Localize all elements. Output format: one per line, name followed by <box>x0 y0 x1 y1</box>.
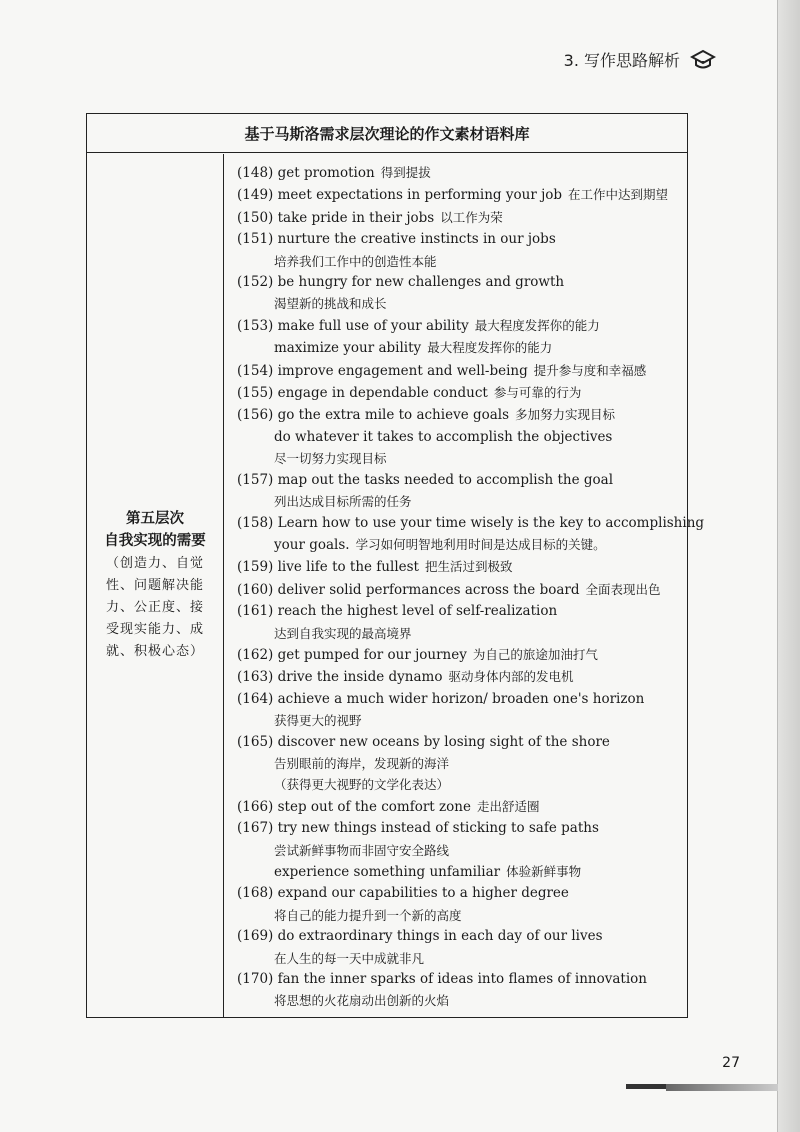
entry-english-alt: maximize your ability <box>274 340 422 357</box>
entry-number: (159) <box>237 559 274 576</box>
entry-english-line <box>237 861 681 883</box>
entry-english: deliver solid performances across the board <box>277 581 580 598</box>
corpus-entry <box>237 601 681 622</box>
entry-english: nurture the creative instincts in our jobs <box>277 231 556 248</box>
entry-chinese: 为自己的旅途加油打气 <box>472 646 598 662</box>
entry-english: engage in dependable conduct <box>277 385 488 402</box>
entry-english: do extraordinary things in each day of our lives <box>277 928 603 945</box>
footer-decoration <box>626 1082 778 1094</box>
entry-chinese: 参与可靠的行为 <box>493 385 582 401</box>
entry-chinese: 多加努力实现目标 <box>515 407 616 423</box>
graduation-cap-icon <box>690 49 716 71</box>
entry-chinese: 以工作为荣 <box>440 209 503 225</box>
table-title: 基于马斯洛需求层次理论的作文素材语料库 <box>87 114 687 153</box>
entry-english: Learn how to use your time wisely is the key to accomplishing <box>277 514 705 531</box>
corpus-entry <box>237 818 681 839</box>
entry-chinese-line: 获得更大的视野 <box>274 713 362 729</box>
page-number: 27 <box>722 1055 740 1071</box>
corpus-entry <box>237 796 681 818</box>
entry-chinese-alt: 体验新鲜事物 <box>506 864 582 879</box>
entry-english: map out the tasks needed to accomplish the goal <box>277 471 614 488</box>
entry-chinese-line: 告别眼前的海岸，发现新的海洋 <box>274 755 450 771</box>
corpus-entry <box>237 556 681 578</box>
entry-number: (165) <box>237 733 274 750</box>
entry-chinese-alt: 最大程度发挥你的能力 <box>427 340 553 356</box>
entry-number: (169) <box>237 928 274 945</box>
entry-number: (158) <box>237 514 274 531</box>
entry-chinese-line: 尝试新鲜事物而非固守安全路线 <box>274 842 450 858</box>
corpus-entry <box>237 470 681 491</box>
entry-english-line <box>237 534 681 556</box>
entry-chinese-alt: 学习如何明智地利用时间是达成目标的关键。 <box>355 536 606 552</box>
entry-english: achieve a much wider horizon/ broaden one's horizon <box>277 690 645 707</box>
entry-english: make full use of your ability <box>277 317 469 334</box>
entry-english: fan the inner sparks of ideas into flames of innovation <box>277 971 647 988</box>
corpus-entry <box>237 229 681 250</box>
corpus-entry <box>237 382 681 404</box>
entry-chinese: 得到提拔 <box>380 165 431 180</box>
entry-chinese-line: 将思想的火花扇动出创新的火焰 <box>274 993 450 1009</box>
entry-english: live life to the fullest <box>277 559 419 576</box>
corpus-entry <box>237 162 681 184</box>
section-header <box>564 48 716 71</box>
entry-number: (152) <box>237 274 274 291</box>
entry-number: (162) <box>237 646 274 663</box>
entry-english-alt: experience something unfamiliar <box>274 864 501 880</box>
entry-chinese: 走出舒适圈 <box>476 798 540 814</box>
corpus-entry <box>237 732 681 753</box>
entry-chinese-line: 渴望新的挑战和成长 <box>274 296 387 312</box>
corpus-entry <box>237 207 681 229</box>
entry-english-alt: do whatever it takes to accomplish the objectives <box>274 428 613 445</box>
entry-number: (170) <box>237 971 274 988</box>
entry-number: (163) <box>237 669 274 686</box>
entry-english: expand our capabilities to a higher degree <box>277 885 569 902</box>
entry-chinese-line: 培养我们工作中的创造性本能 <box>274 253 437 269</box>
corpus-entry <box>237 579 681 601</box>
entry-english: go the extra mile to achieve goals <box>277 407 510 424</box>
level-description: （创造力、自觉性、问题解决能力、公正度、接受现实能力、成就、积极心态） <box>105 556 204 659</box>
corpus-entry <box>237 360 681 382</box>
entry-chinese: 提升参与度和幸福感 <box>533 362 647 378</box>
entry-number: (161) <box>237 603 274 620</box>
entry-english: take pride in their jobs <box>277 209 435 226</box>
entry-english: step out of the comfort zone <box>277 798 471 815</box>
corpus-entry <box>237 184 681 206</box>
entry-english: get pumped for our journey <box>277 646 467 663</box>
level-cell <box>87 154 224 1017</box>
entry-number: (154) <box>237 362 274 379</box>
corpus-entry <box>237 513 705 534</box>
entry-english: be hungry for new challenges and growth <box>277 274 565 291</box>
entry-english-alt: your goals. <box>274 536 350 553</box>
corpus-entry <box>237 404 681 426</box>
level-subtitle: 自我实现的需要 <box>104 533 206 549</box>
entry-english: discover new oceans by losing sight of the shore <box>277 733 610 750</box>
corpus-entry <box>237 272 681 293</box>
corpus-entry <box>237 315 681 337</box>
entry-number: (168) <box>237 885 274 902</box>
entry-number: (164) <box>237 690 274 707</box>
page-edge <box>777 0 800 1132</box>
corpus-entry <box>237 689 681 710</box>
entry-chinese-line: 尽一切努力实现目标 <box>274 451 387 467</box>
entry-chinese-line: 将自己的能力提升到一个新的高度 <box>274 907 462 923</box>
entry-chinese: 把生活过到极致 <box>424 559 513 575</box>
entry-chinese: 全面表现出色 <box>585 581 661 597</box>
entry-chinese-line: （获得更大视野的文学化表达） <box>274 777 450 793</box>
corpus-table <box>86 113 705 1018</box>
entry-number: (166) <box>237 798 274 815</box>
corpus-entry <box>237 883 681 904</box>
corpus-entry <box>237 926 681 947</box>
corpus-entry <box>237 969 681 990</box>
entry-number: (167) <box>237 820 274 837</box>
section-title: 3. 写作思路解析 <box>563 51 680 70</box>
entry-chinese-line: 达到自我实现的最高境界 <box>274 625 412 641</box>
entry-number: (155) <box>237 385 274 402</box>
entry-number: (148) <box>237 165 274 181</box>
entry-english: try new things instead of sticking to safe paths <box>277 820 599 837</box>
entry-chinese-line: 在人生的每一天中成就非凡 <box>274 950 425 966</box>
entry-chinese: 在工作中达到期望 <box>568 187 669 203</box>
entry-number: (151) <box>237 231 274 248</box>
entries-list <box>237 162 705 1012</box>
entry-chinese: 驱动身体内部的发电机 <box>448 669 574 685</box>
entry-chinese: 最大程度发挥你的能力 <box>474 317 600 333</box>
entry-number: (156) <box>237 407 274 424</box>
entry-english: meet expectations in performing your job <box>277 187 563 204</box>
entry-english: drive the inside dynamo <box>277 669 443 686</box>
entry-english: get promotion <box>277 165 375 181</box>
level-title: 第五层次 <box>126 511 184 527</box>
entry-number: (153) <box>237 317 274 334</box>
entry-number: (150) <box>237 209 274 226</box>
entry-english-line <box>237 337 681 359</box>
corpus-entry <box>237 644 681 666</box>
entry-english-line <box>237 427 681 448</box>
entry-number: (149) <box>237 187 274 204</box>
entry-english: improve engagement and well-being <box>277 362 528 379</box>
entry-number: (157) <box>237 471 274 488</box>
entry-number: (160) <box>237 581 274 598</box>
entry-chinese-line: 列出达成目标所需的任务 <box>274 494 412 510</box>
entry-english: reach the highest level of self-realization <box>277 603 558 620</box>
corpus-entry <box>237 666 681 688</box>
